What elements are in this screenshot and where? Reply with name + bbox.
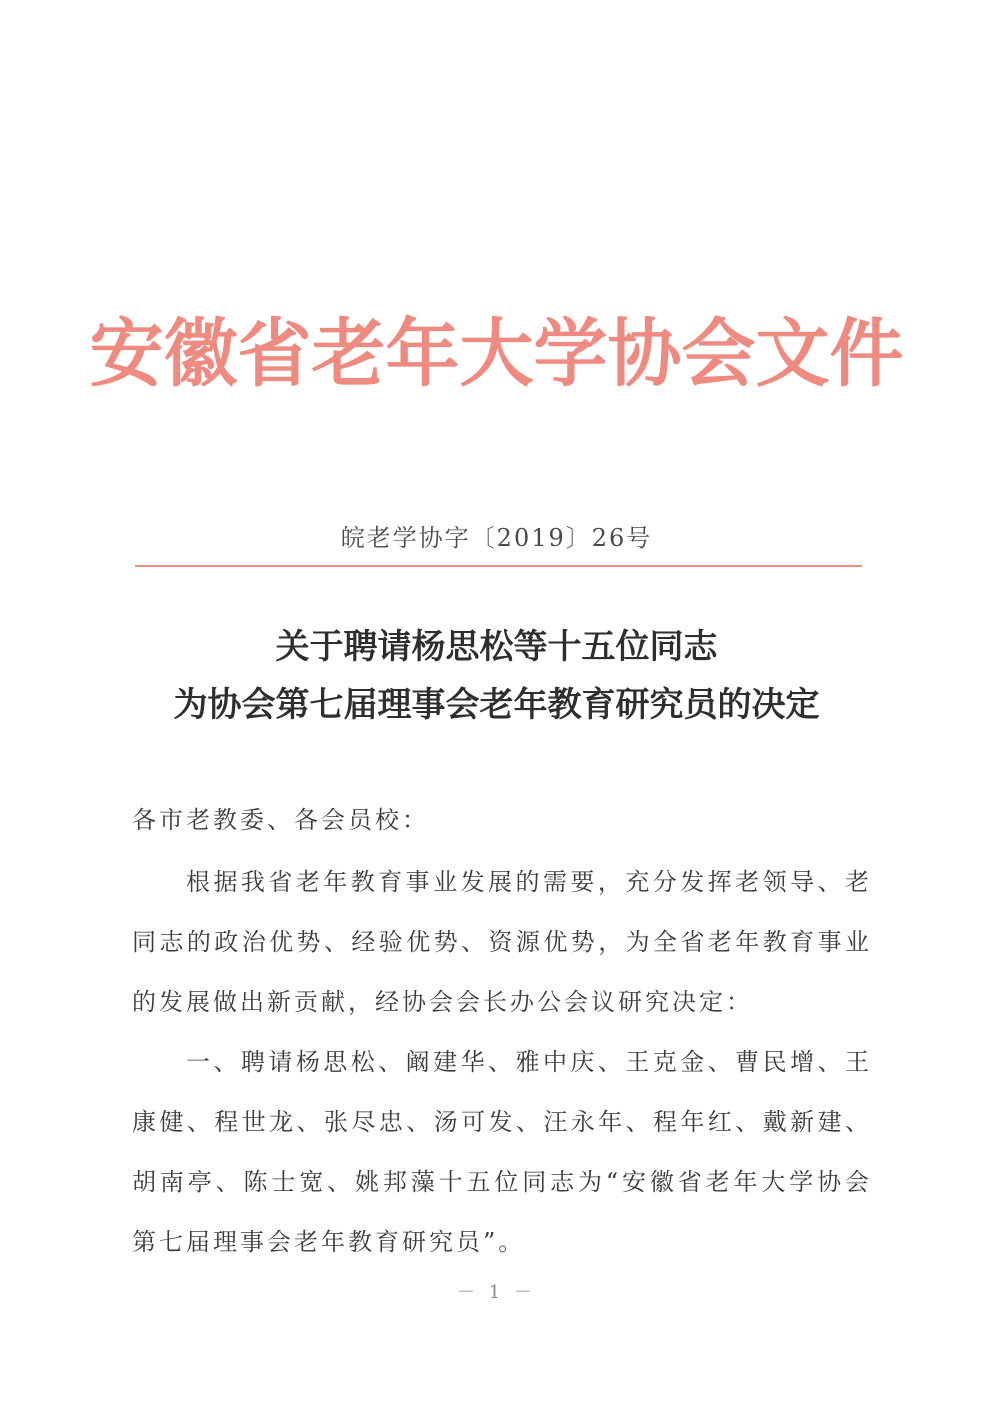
document-title-line-2: 为协会第七届理事会老年教育研究员的决定 bbox=[173, 685, 820, 725]
body-paragraph-2: 一、聘请杨思松、阚建华、雅中庆、王克金、曹民增、王康健、程世龙、张尽忠、汤可发、汪永年、程年红、戴新建、胡南亭、陈士宽、姚邦藻十五位同志为“安徽省老年大学协会第七届理事会老年教育研究员”。 bbox=[132, 1048, 872, 1256]
body-paragraph-1: 根据我省老年教育事业发展的需要，充分发挥老领导、老同志的政治优势、经验优势、资源优势，为全省老年教育事业的发展做出新贡献，经协会会长办公会议研究决定： bbox=[132, 868, 872, 1016]
page-number: － 1 － bbox=[457, 1282, 536, 1303]
salutation: 各市老教委、各会员校： bbox=[132, 806, 429, 834]
document-title bbox=[0, 618, 993, 734]
document-header-title: 安徽省老年大学协会文件 bbox=[89, 311, 904, 397]
document-title-line-1: 关于聘请杨思松等十五位同志 bbox=[275, 627, 718, 667]
document-number: 皖老学协字〔2019〕26号 bbox=[340, 524, 653, 552]
header-divider-rule bbox=[135, 565, 862, 567]
